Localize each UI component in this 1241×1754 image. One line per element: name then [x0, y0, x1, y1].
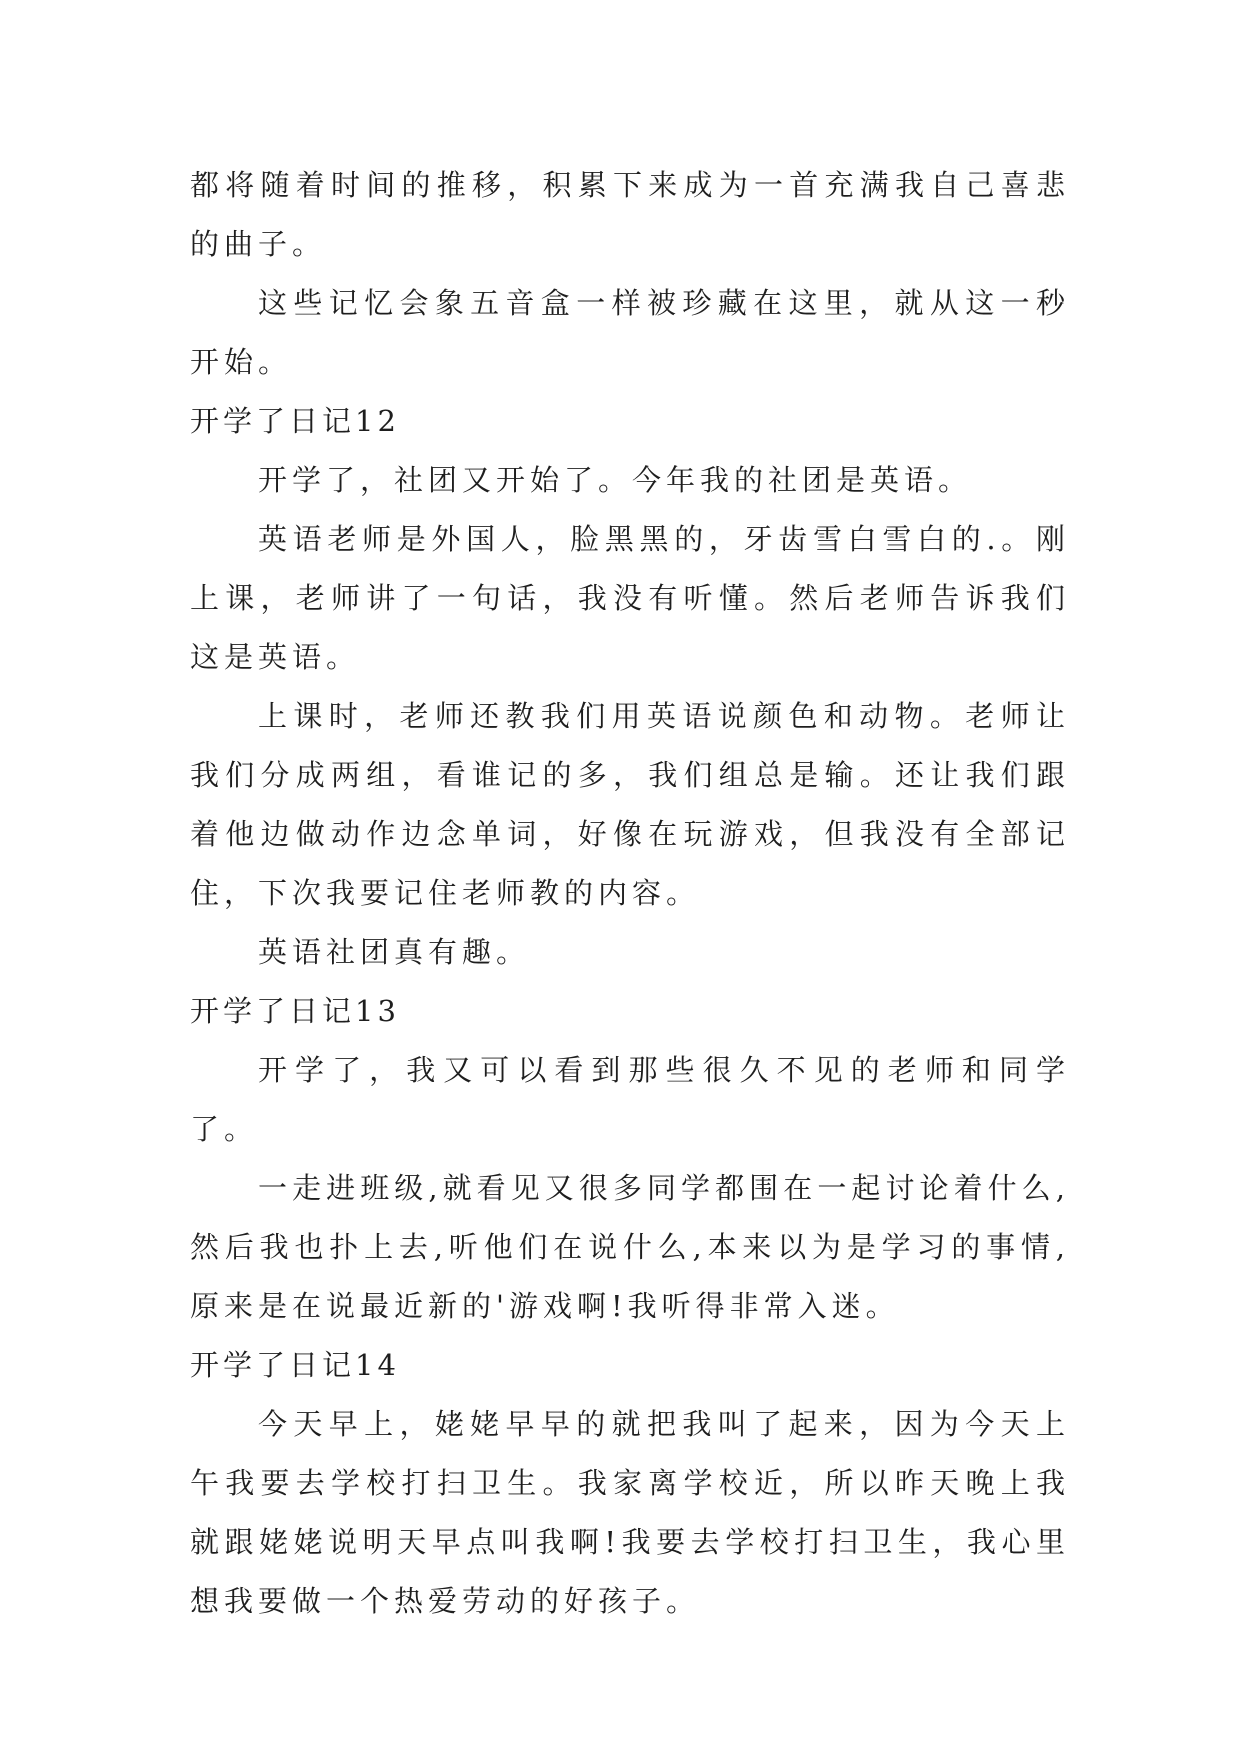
paragraph: 上课时，老师还教我们用英语说颜色和动物。老师让我们分成两组，看谁记的多，我们组总是输。还让我们跟着他边做动作边念单词，好像在玩游戏，但我没有全部记住，下次我要记住老师教的内容。 [190, 699, 1070, 910]
paragraph: 今天早上，姥姥早早的就把我叫了起来，因为今天上午我要去学校打扫卫生。我家离学校近，所以昨天晚上我就跟姥姥说明天早点叫我啊!我要去学校打扫卫生，我心里想我要做一个热爱劳动的好孩子。 [190, 1407, 1070, 1618]
diary-heading: 开学了日记13 [190, 994, 400, 1028]
paragraph: 这些记忆会象五音盒一样被珍藏在这里，就从这一秒开始。 [190, 286, 1070, 379]
paragraph: 英语社团真有趣。 [258, 935, 531, 969]
diary-heading: 开学了日记12 [190, 404, 400, 438]
paragraph: 开学了，社团又开始了。今年我的社团是英语。 [258, 463, 973, 497]
paragraph: 都将随着时间的推移，积累下来成为一首充满我自己喜悲的曲子。 [190, 168, 1070, 261]
diary-heading: 开学了日记14 [190, 1348, 400, 1382]
document-body [190, 156, 1070, 1631]
paragraph: 英语老师是外国人，脸黑黑的，牙齿雪白雪白的.。刚上课，老师讲了一句话，我没有听懂。然后老师告诉我们这是英语。 [190, 522, 1070, 674]
paragraph: 一走进班级,就看见又很多同学都围在一起讨论着什么,然后我也扑上去,听他们在说什么,本来以为是学习的事情,原来是在说最近新的'游戏啊!我听得非常入迷。 [190, 1171, 1070, 1323]
paragraph: 开学了，我又可以看到那些很久不见的老师和同学了。 [190, 1053, 1070, 1146]
